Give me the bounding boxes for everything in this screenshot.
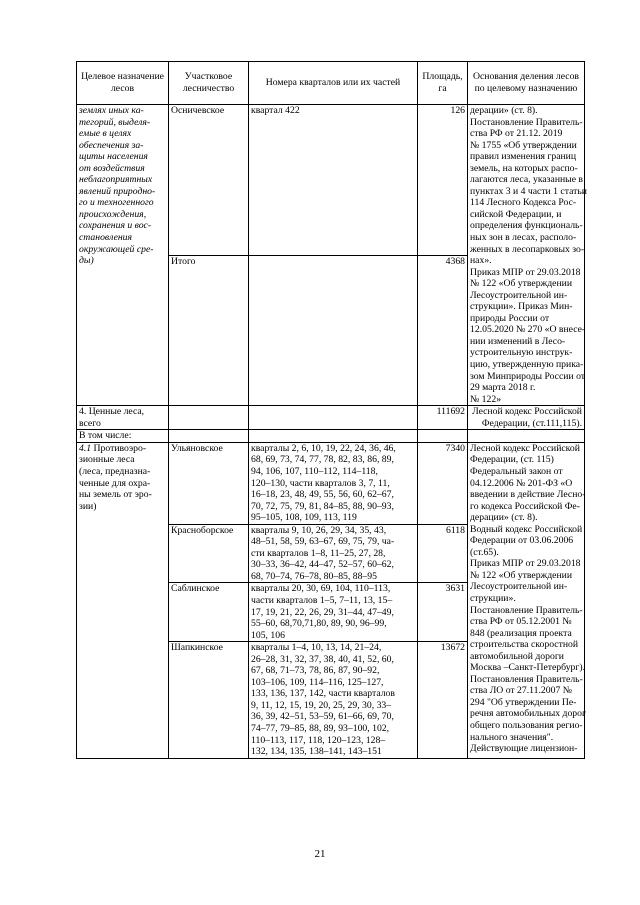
text-line: кварталы 9, 10, 26, 29, 34, 35, 43, [251, 524, 387, 536]
anti-erosion-purpose [77, 442, 169, 758]
text-line: 132, 134, 135, 138–141, 143–151 [251, 746, 382, 758]
text-line: всего [79, 417, 101, 429]
text-line: нии изменений в Лесо- [470, 335, 566, 347]
quarters-cell [249, 524, 418, 583]
text-line: ны земель от эро- [79, 489, 152, 501]
text-line: определения функциональ- [470, 220, 583, 232]
text-line: ных зон в лесах, располо- [470, 232, 577, 244]
text-line: природы России от [470, 312, 550, 324]
text-line: Лесоустроительной ин- [470, 581, 568, 593]
text-line: 95–105, 108, 109, 113, 119 [251, 512, 357, 524]
text-line: (ст.65). [470, 546, 499, 558]
text-line: Постановление Правитель- [470, 116, 583, 128]
text-line: Лесной кодекс Российской [470, 442, 580, 454]
empty-cell [468, 430, 585, 443]
text-line: 133, 136, 137, 142, части кварталов [251, 688, 395, 700]
text-line: правил изменения границ [470, 151, 577, 163]
text-line: 30–33, 36–42, 44–47, 52–57, 60–62, [251, 559, 394, 571]
text-line: нального значения". [470, 731, 554, 743]
valuable-label [77, 406, 169, 430]
table-row [77, 442, 585, 524]
area-cell: 3631 [418, 583, 468, 642]
text-line: сти кварталов 1–8, 11–25, 27, 28, [251, 547, 386, 559]
page-number: 21 [314, 848, 326, 860]
text-line: № 122 «Об утверждении [470, 569, 573, 581]
text-line: № 122 «Об утверждении [470, 278, 573, 290]
forestry-cell: Шапкинское [169, 642, 249, 758]
text-line: 4. Ценные леса, [79, 406, 145, 418]
header-forestry: Участковое лесничество [169, 62, 249, 105]
text-line: Постановления Правитель- [470, 673, 583, 685]
text-line: 36, 39, 42–51, 53–59, 61–66, 69, 70, [251, 711, 394, 723]
text-line: ды) [79, 255, 94, 267]
text-line: 55–60, 68,70,71,80, 89, 90, 96–99, [251, 618, 387, 630]
text-line: 94, 106, 107, 110–112, 114–118, [251, 465, 378, 477]
quarters-cell: квартал 422 [249, 105, 418, 256]
text-line: Водный кодекс Российской [470, 523, 583, 535]
area-cell: 126 [418, 105, 468, 256]
text-line: от воздействия [79, 162, 145, 174]
text-line: 16–18, 23, 48, 49, 55, 56, 60, 62–67, [251, 489, 394, 501]
text-line: сохранения и вос- [79, 220, 152, 232]
text-line: Лесоустроительной ин- [470, 289, 568, 301]
anti-erosion-purpose-text [79, 443, 166, 512]
empty-cell [169, 406, 249, 430]
text-line: общего пользования регио- [470, 719, 583, 731]
text-line: речня автомобильных дорог [470, 708, 586, 720]
text-line: 120–130, части кварталов 3, 7, 11, [251, 477, 390, 489]
text-line: кварталы 2, 6, 10, 19, 22, 24, 36, 46, [251, 442, 396, 454]
basis-cell [468, 105, 585, 406]
text-line: зом Минприроды России от [470, 370, 586, 382]
text-line: кварталы 20, 30, 69, 104, 110–113, [251, 583, 391, 595]
text-line: кварталы 1–4, 10, 13, 14, 21–24, [251, 642, 382, 654]
text-line: 114 Лесного Кодекса Рос- [470, 197, 577, 209]
text-line: 848 (реализация проекта [470, 627, 572, 639]
text-line: 68, 70–74, 76–78, 80–85, 88–95 [251, 570, 377, 582]
text-line: струкции». [470, 592, 516, 604]
total-label: Итого [169, 255, 249, 406]
header-row [77, 62, 585, 105]
basis-text [470, 105, 587, 405]
purpose-text [79, 105, 166, 267]
text-line: ства РФ от 05.12.2001 № [470, 616, 572, 628]
text-line: становления [79, 232, 133, 244]
forest-zoning-table [76, 61, 585, 759]
text-line: обеспечения за- [79, 139, 144, 151]
section-number: 4.1 [79, 442, 92, 454]
text-line: 294 "Об утверждении Пе- [470, 696, 577, 708]
text-line: 48–51, 58, 59, 63–67, 69, 75, 79, ча- [251, 536, 395, 548]
text-line: 17, 19, 21, 22, 26, 29, 31–44, 47–49, [251, 606, 394, 618]
text-line: землях иных ка- [79, 105, 144, 116]
text-line: автомобильной дороги [470, 650, 564, 662]
text-line: зионные леса [79, 454, 135, 466]
text-line: струкции». Приказ Мин- [470, 301, 573, 313]
text-line: Федеральный закон от [470, 465, 563, 477]
text-line: 29 марта 2018 г. [470, 382, 536, 394]
text-line: го и техногенного [79, 197, 154, 209]
text-line: 70, 72, 75, 79, 81, 84–85, 88, 90–93, [251, 500, 394, 512]
text-line: Действующие лицензион- [470, 743, 578, 755]
text-line: явлений природно- [79, 185, 156, 197]
text-line: окружающей сре- [79, 243, 154, 255]
text-line: дерации» (ст. 8). [470, 512, 538, 524]
header-purpose: Целевое назначение лесов [77, 62, 169, 105]
text-line: женных в лесопарковых зо- [470, 243, 585, 255]
purpose-cell [77, 105, 169, 406]
text-line: ченные для охра- [79, 477, 151, 489]
including-label: В том числе: [77, 430, 169, 443]
text-line: 74–77, 79–85, 88, 89, 93–100, 102, [251, 722, 390, 734]
area-cell: 7340 [418, 442, 468, 524]
empty-cell [169, 430, 249, 443]
text-line: ства ЛО от 27.11.2007 № [470, 685, 572, 697]
text-line: сийской Федерации, и [470, 208, 562, 220]
empty-cell [418, 430, 468, 443]
quarters-cell [249, 642, 418, 758]
forestry-cell: Саблинское [169, 583, 249, 642]
text-line: го кодекса Российской Фе- [470, 500, 580, 512]
text-line: Противоэро- [91, 442, 147, 454]
text-line: Постановление Правитель- [470, 604, 583, 616]
text-line: зии) [79, 500, 97, 512]
text-line: 9, 11, 12, 15, 19, 20, 25, 29, 30, 33– [251, 699, 392, 711]
text-line: емые в целях [79, 128, 132, 140]
text-line: 04.12.2006 № 201-ФЗ «О [470, 477, 573, 489]
anti-erosion-purpose-lines [79, 443, 166, 512]
text-line: дерации» (ст. 8). [470, 105, 538, 116]
header-quarters: Номера кварталов или их частей [249, 62, 418, 105]
table-row [77, 105, 585, 256]
text-line: 105, 106 [251, 629, 285, 641]
text-line: Приказ МПР от 29.03.2018 [470, 558, 581, 570]
valuable-area: 111692 [418, 406, 468, 430]
text-line: 26–28, 31, 32, 37, 38, 40, 41, 52, 60, [251, 653, 394, 665]
forestry-cell: Красноборское [169, 524, 249, 583]
text-line: части кварталов 1–5, 7–11, 13, 15– [251, 594, 393, 606]
text-line: тегорий, выделя- [79, 116, 151, 128]
text-line: 110–113, 117, 118, 120–123, 128– [251, 734, 386, 746]
text-line: устроительную инструк- [470, 347, 573, 359]
table-row [77, 406, 585, 430]
text-line: Федерации, (ст. 115) [470, 454, 554, 466]
text-line: земель, на которых распо- [470, 162, 578, 174]
header-area: Площадь, га [418, 62, 468, 105]
text-line: Федерации от 03.06.2006 [470, 535, 574, 547]
text-line: щиты населения [79, 151, 148, 163]
text-line: (леса, предназна- [79, 465, 151, 477]
area-cell: 13672 [418, 642, 468, 758]
text-line: нах». [470, 255, 492, 267]
quarters-cell [249, 583, 418, 642]
total-value: 4368 [418, 255, 468, 406]
text-line: Федерации, (ст.111,115). [481, 417, 582, 429]
text-line: № 1755 «Об утверждении [470, 139, 577, 151]
text-line: № 122» [470, 393, 502, 405]
text-line: Лесной кодекс Российской [472, 406, 582, 418]
valuable-basis [468, 406, 585, 430]
text-line: цию, утвержденную прика- [470, 359, 584, 371]
text-line: ства РФ от 21.12. 2019 [470, 128, 563, 140]
empty-cell [249, 430, 418, 443]
text-line: 67, 68, 71–73, 78, 86, 87, 90–92, [251, 665, 380, 677]
text-line: Приказ МПР от 29.03.2018 [470, 266, 581, 278]
header-basis: Основания деления лесов по целевому назначению [468, 62, 585, 105]
empty-cell [249, 406, 418, 430]
forestry-cell: Ульяновское [169, 442, 249, 524]
text-line: введении в действие Лесно- [470, 489, 586, 501]
quarters-cell [249, 442, 418, 524]
anti-erosion-basis [468, 442, 585, 758]
table-row [77, 430, 585, 443]
text-line: 68, 69, 73, 74, 77, 78, 82, 83, 86, 89, [251, 454, 394, 466]
text-line: происхождения, [79, 208, 147, 220]
text-line: 103–106, 109, 114–116, 125–127, [251, 676, 384, 688]
text-line: строительства скоростной [470, 639, 579, 651]
forestry-cell: Осничевское [169, 105, 249, 256]
area-cell: 6118 [418, 524, 468, 583]
text-line: Москва –Санкт-Петербург). [470, 662, 586, 674]
text-line: неблагоприятных [79, 174, 153, 186]
total-empty-cell [249, 255, 418, 406]
text-line: 12.05.2020 № 270 «О внесе- [470, 324, 586, 336]
text-line: пунктах 3 и 4 части 1 статьи [470, 185, 587, 197]
text-line: лагаются леса, указанные в [470, 174, 583, 186]
